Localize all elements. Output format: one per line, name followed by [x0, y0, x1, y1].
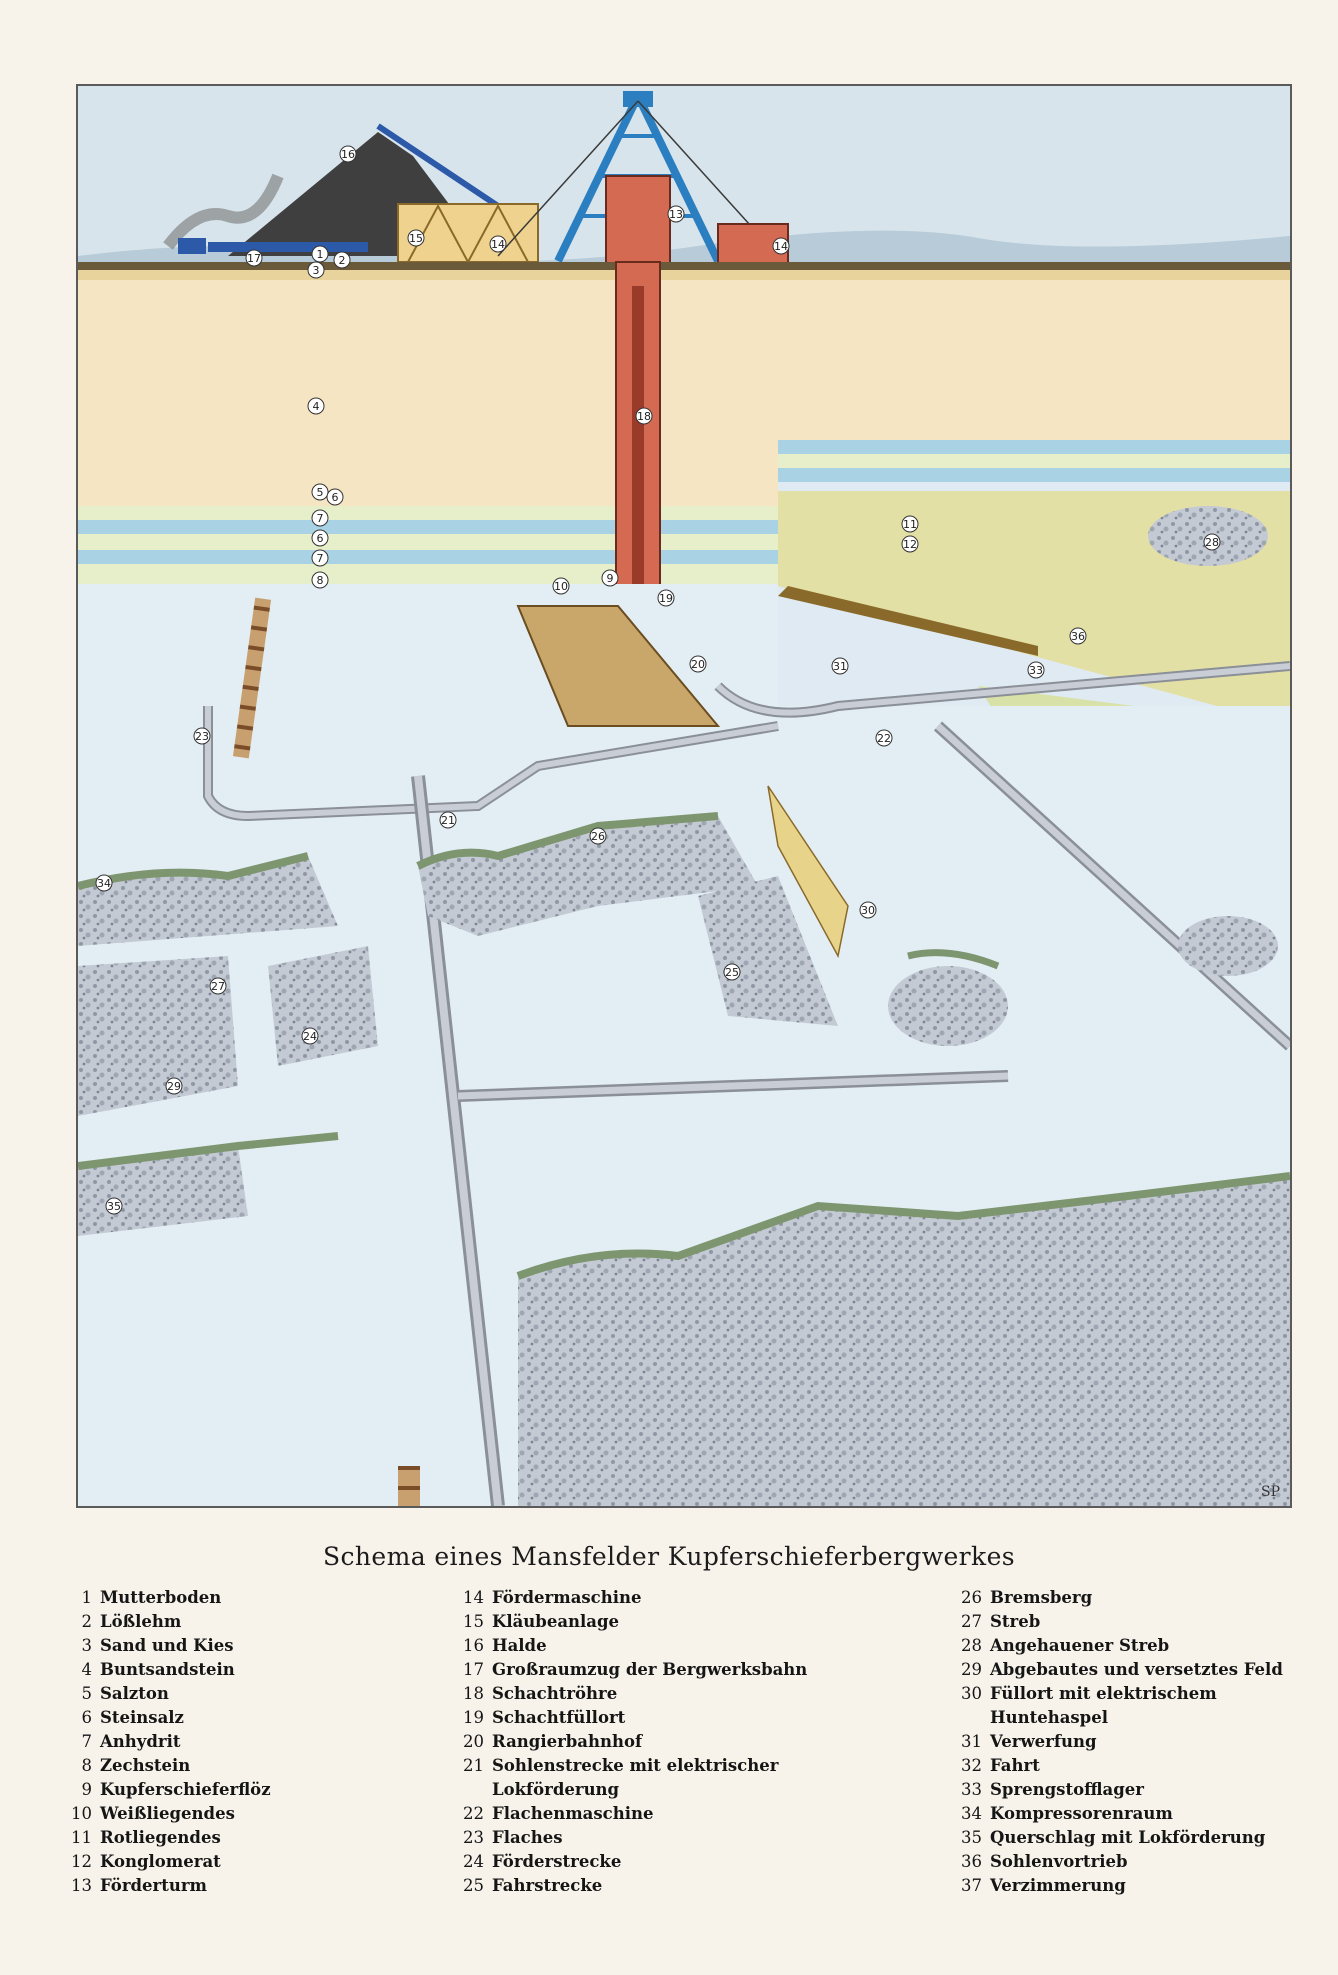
- legend-number: 5: [81, 1684, 92, 1703]
- marker-22: 22: [877, 732, 891, 745]
- marker-14b: 14: [774, 240, 788, 253]
- legend-number: 11: [71, 1828, 92, 1847]
- legend-item: [460, 1802, 807, 1826]
- legend-item: [68, 1754, 271, 1778]
- legend-item: [460, 1874, 807, 1898]
- legend-text: Sohlenstrecke mit elektrischer: [492, 1756, 779, 1775]
- legend-number: 33: [961, 1780, 982, 1799]
- train-locomotive: [178, 238, 206, 254]
- marker-16: 16: [341, 148, 355, 161]
- marker-30: 30: [861, 904, 875, 917]
- marker-31: 31: [833, 660, 847, 673]
- foerderturm-house: [606, 176, 670, 266]
- train-wagons: [208, 242, 368, 252]
- legend-text: Kläubeanlage: [492, 1612, 620, 1631]
- marker-35: 35: [107, 1200, 121, 1213]
- marker-2: 2: [338, 254, 346, 267]
- legend-number: 3: [81, 1636, 92, 1655]
- marker-36: 36: [1071, 630, 1085, 643]
- marker-12: 12: [903, 538, 917, 551]
- legend-item: [460, 1730, 807, 1754]
- legend-item: [958, 1730, 1283, 1754]
- marker-5: 5: [316, 486, 324, 499]
- legend-item: [68, 1874, 271, 1898]
- marker-7b: 7: [316, 552, 324, 565]
- legend-item: [958, 1874, 1283, 1898]
- legend-text: Angehauener Streb: [990, 1636, 1170, 1655]
- legend-text: Schachtfüllort: [492, 1708, 626, 1727]
- legend-text: Halde: [492, 1636, 547, 1655]
- legend-number: 4: [81, 1660, 92, 1679]
- legend-number: 29: [961, 1660, 982, 1679]
- legend-item: [460, 1826, 807, 1850]
- legend-item: [460, 1682, 807, 1706]
- marker-18: 18: [637, 410, 651, 423]
- legend-text: Zechstein: [100, 1756, 191, 1775]
- marker-13: 13: [669, 208, 683, 221]
- legend-item: [68, 1730, 271, 1754]
- legend-number: 27: [961, 1612, 982, 1631]
- marker-34: 34: [97, 877, 111, 890]
- legend-column-1: [68, 1586, 271, 1898]
- legend-text: Buntsandstein: [100, 1660, 235, 1679]
- legend-text: Anhydrit: [100, 1732, 181, 1751]
- mine-illustration: [76, 84, 1292, 1508]
- legend-number: 25: [463, 1876, 484, 1895]
- legend-item: [958, 1658, 1283, 1682]
- legend-text: Rangierbahnhof: [492, 1732, 643, 1751]
- legend-number: 19: [463, 1708, 484, 1727]
- legend-text: Förderstrecke: [492, 1852, 622, 1871]
- legend-item: [958, 1778, 1283, 1802]
- legend-item: [460, 1850, 807, 1874]
- marker-26: 26: [591, 830, 605, 843]
- legend-text: Steinsalz: [100, 1708, 184, 1727]
- legend-text: Kupferschieferflöz: [100, 1780, 271, 1799]
- legend-number: 35: [961, 1828, 982, 1847]
- legend-item: [68, 1610, 271, 1634]
- artist-signature: SP: [1260, 1484, 1280, 1500]
- marker-10: 10: [554, 580, 568, 593]
- legend-number: 16: [463, 1636, 484, 1655]
- page-title: Schema eines Mansfelder Kupferschieferbergwerkes: [322, 1542, 1016, 1571]
- legend-number: 36: [961, 1852, 982, 1871]
- legend-text: Bremsberg: [990, 1588, 1093, 1607]
- legend-number: 34: [961, 1804, 982, 1823]
- legend-number: 1: [81, 1588, 92, 1607]
- legend-number: 28: [961, 1636, 982, 1655]
- legend-item: [460, 1754, 807, 1778]
- buntsandstein-right: [778, 280, 1290, 440]
- mine-cross-section: [78, 86, 1290, 1506]
- legend-item: [68, 1850, 271, 1874]
- legend-text: Rotliegendes: [100, 1828, 221, 1847]
- legend-number: 21: [463, 1756, 484, 1775]
- legend-text: Sand und Kies: [100, 1636, 234, 1655]
- legend-item: [460, 1706, 807, 1730]
- marker-20: 20: [691, 658, 705, 671]
- legend-column-3: [958, 1586, 1283, 1898]
- legend-number: 10: [71, 1804, 92, 1823]
- marker-8: 8: [316, 574, 324, 587]
- legend-text: Mutterboden: [100, 1588, 222, 1607]
- legend-text: Abgebautes und versetztes Feld: [990, 1660, 1283, 1679]
- legend-number: 18: [463, 1684, 484, 1703]
- legend-text: Lößlehm: [100, 1612, 182, 1631]
- legend-item: [68, 1634, 271, 1658]
- legend-text: Schachtröhre: [492, 1684, 618, 1703]
- marker-33: 33: [1029, 664, 1043, 677]
- legend-number: 24: [463, 1852, 484, 1871]
- legend-text: Förderturm: [100, 1876, 208, 1895]
- marker-28: 28: [1205, 536, 1219, 549]
- legend-number: 2: [81, 1612, 92, 1631]
- legend-text: Füllort mit elektrischem: [990, 1684, 1217, 1703]
- marker-15: 15: [409, 232, 423, 245]
- marker-6b: 6: [316, 532, 324, 545]
- legend-item: [958, 1634, 1283, 1658]
- legend-item: [958, 1850, 1283, 1874]
- legend-number: 23: [463, 1828, 484, 1847]
- legend-text: Salzton: [100, 1684, 169, 1703]
- legend-item: [68, 1706, 271, 1730]
- marker-27: 27: [211, 980, 225, 993]
- legend-item: [958, 1682, 1283, 1706]
- legend-number: 14: [463, 1588, 484, 1607]
- legend-item: [68, 1826, 271, 1850]
- legend-number: 7: [81, 1732, 92, 1751]
- legend-number: 8: [81, 1756, 92, 1775]
- legend-item: [68, 1802, 271, 1826]
- legend-text-continuation: Lokförderung: [492, 1780, 620, 1799]
- legend-text: Querschlag mit Lokförderung: [990, 1828, 1266, 1847]
- legend-text: Streb: [990, 1612, 1041, 1631]
- marker-11: 11: [903, 518, 917, 531]
- marker-19: 19: [659, 592, 673, 605]
- legend-item: [68, 1586, 271, 1610]
- legend-number: 30: [961, 1684, 982, 1703]
- marker-4: 4: [312, 400, 320, 413]
- legend-text: Verzimmerung: [990, 1876, 1126, 1895]
- legend-text: Sprengstofflager: [990, 1780, 1144, 1799]
- legend-item: [460, 1586, 807, 1610]
- legend-item: [68, 1778, 271, 1802]
- legend-text: Fahrstrecke: [492, 1876, 603, 1895]
- legend-number: 37: [961, 1876, 982, 1895]
- legend-item: [68, 1658, 271, 1682]
- legend-item: [958, 1610, 1283, 1634]
- legend-item: [958, 1802, 1283, 1826]
- legend-item: [958, 1754, 1283, 1778]
- legend-number: 22: [463, 1804, 484, 1823]
- legend-text-continuation: Huntehaspel: [990, 1708, 1108, 1727]
- buntsandstein-left: [78, 280, 778, 506]
- legend-item: [958, 1586, 1283, 1610]
- legend-text: Sohlenvortrieb: [990, 1852, 1128, 1871]
- marker-6: 6: [331, 491, 339, 504]
- legend-text: Fördermaschine: [492, 1588, 642, 1607]
- legend-number: 31: [961, 1732, 982, 1751]
- legend-text: Verwerfung: [990, 1732, 1097, 1751]
- legend-text: Großraumzug der Bergwerksbahn: [492, 1660, 808, 1679]
- legend-number: 17: [463, 1660, 484, 1679]
- legend-number: 26: [961, 1588, 982, 1607]
- marker-23: 23: [195, 730, 209, 743]
- legend-number: 9: [81, 1780, 92, 1799]
- legend-item: [68, 1682, 271, 1706]
- legend-text: Fahrt: [990, 1756, 1040, 1775]
- legend-text: Kompressorenraum: [990, 1804, 1173, 1823]
- legend-text: Konglomerat: [100, 1852, 221, 1871]
- marker-21: 21: [441, 814, 455, 827]
- legend-item: [460, 1634, 807, 1658]
- legend-number: 12: [71, 1852, 92, 1871]
- legend-number: 20: [463, 1732, 484, 1751]
- legend-text: Flaches: [492, 1828, 563, 1847]
- marker-1: 1: [316, 248, 324, 261]
- marker-14: 14: [491, 238, 505, 251]
- legend-item: [460, 1658, 807, 1682]
- marker-24: 24: [303, 1030, 317, 1043]
- marker-9: 9: [606, 572, 614, 585]
- marker-7: 7: [316, 512, 324, 525]
- legend-text: Weißliegendes: [100, 1804, 235, 1823]
- legend-column-2: [460, 1586, 807, 1898]
- marker-25: 25: [725, 966, 739, 979]
- marker-29: 29: [167, 1080, 181, 1093]
- legend-number: 32: [961, 1756, 982, 1775]
- legend-number: 13: [71, 1876, 92, 1895]
- legend-number: 6: [81, 1708, 92, 1727]
- loesslehm: [78, 270, 1290, 280]
- legend-item: [958, 1826, 1283, 1850]
- marker-3: 3: [312, 264, 320, 277]
- legend-text: Flachenmaschine: [492, 1804, 654, 1823]
- legend-item: [460, 1610, 807, 1634]
- marker-17: 17: [247, 252, 261, 265]
- legend-number: 15: [463, 1612, 484, 1631]
